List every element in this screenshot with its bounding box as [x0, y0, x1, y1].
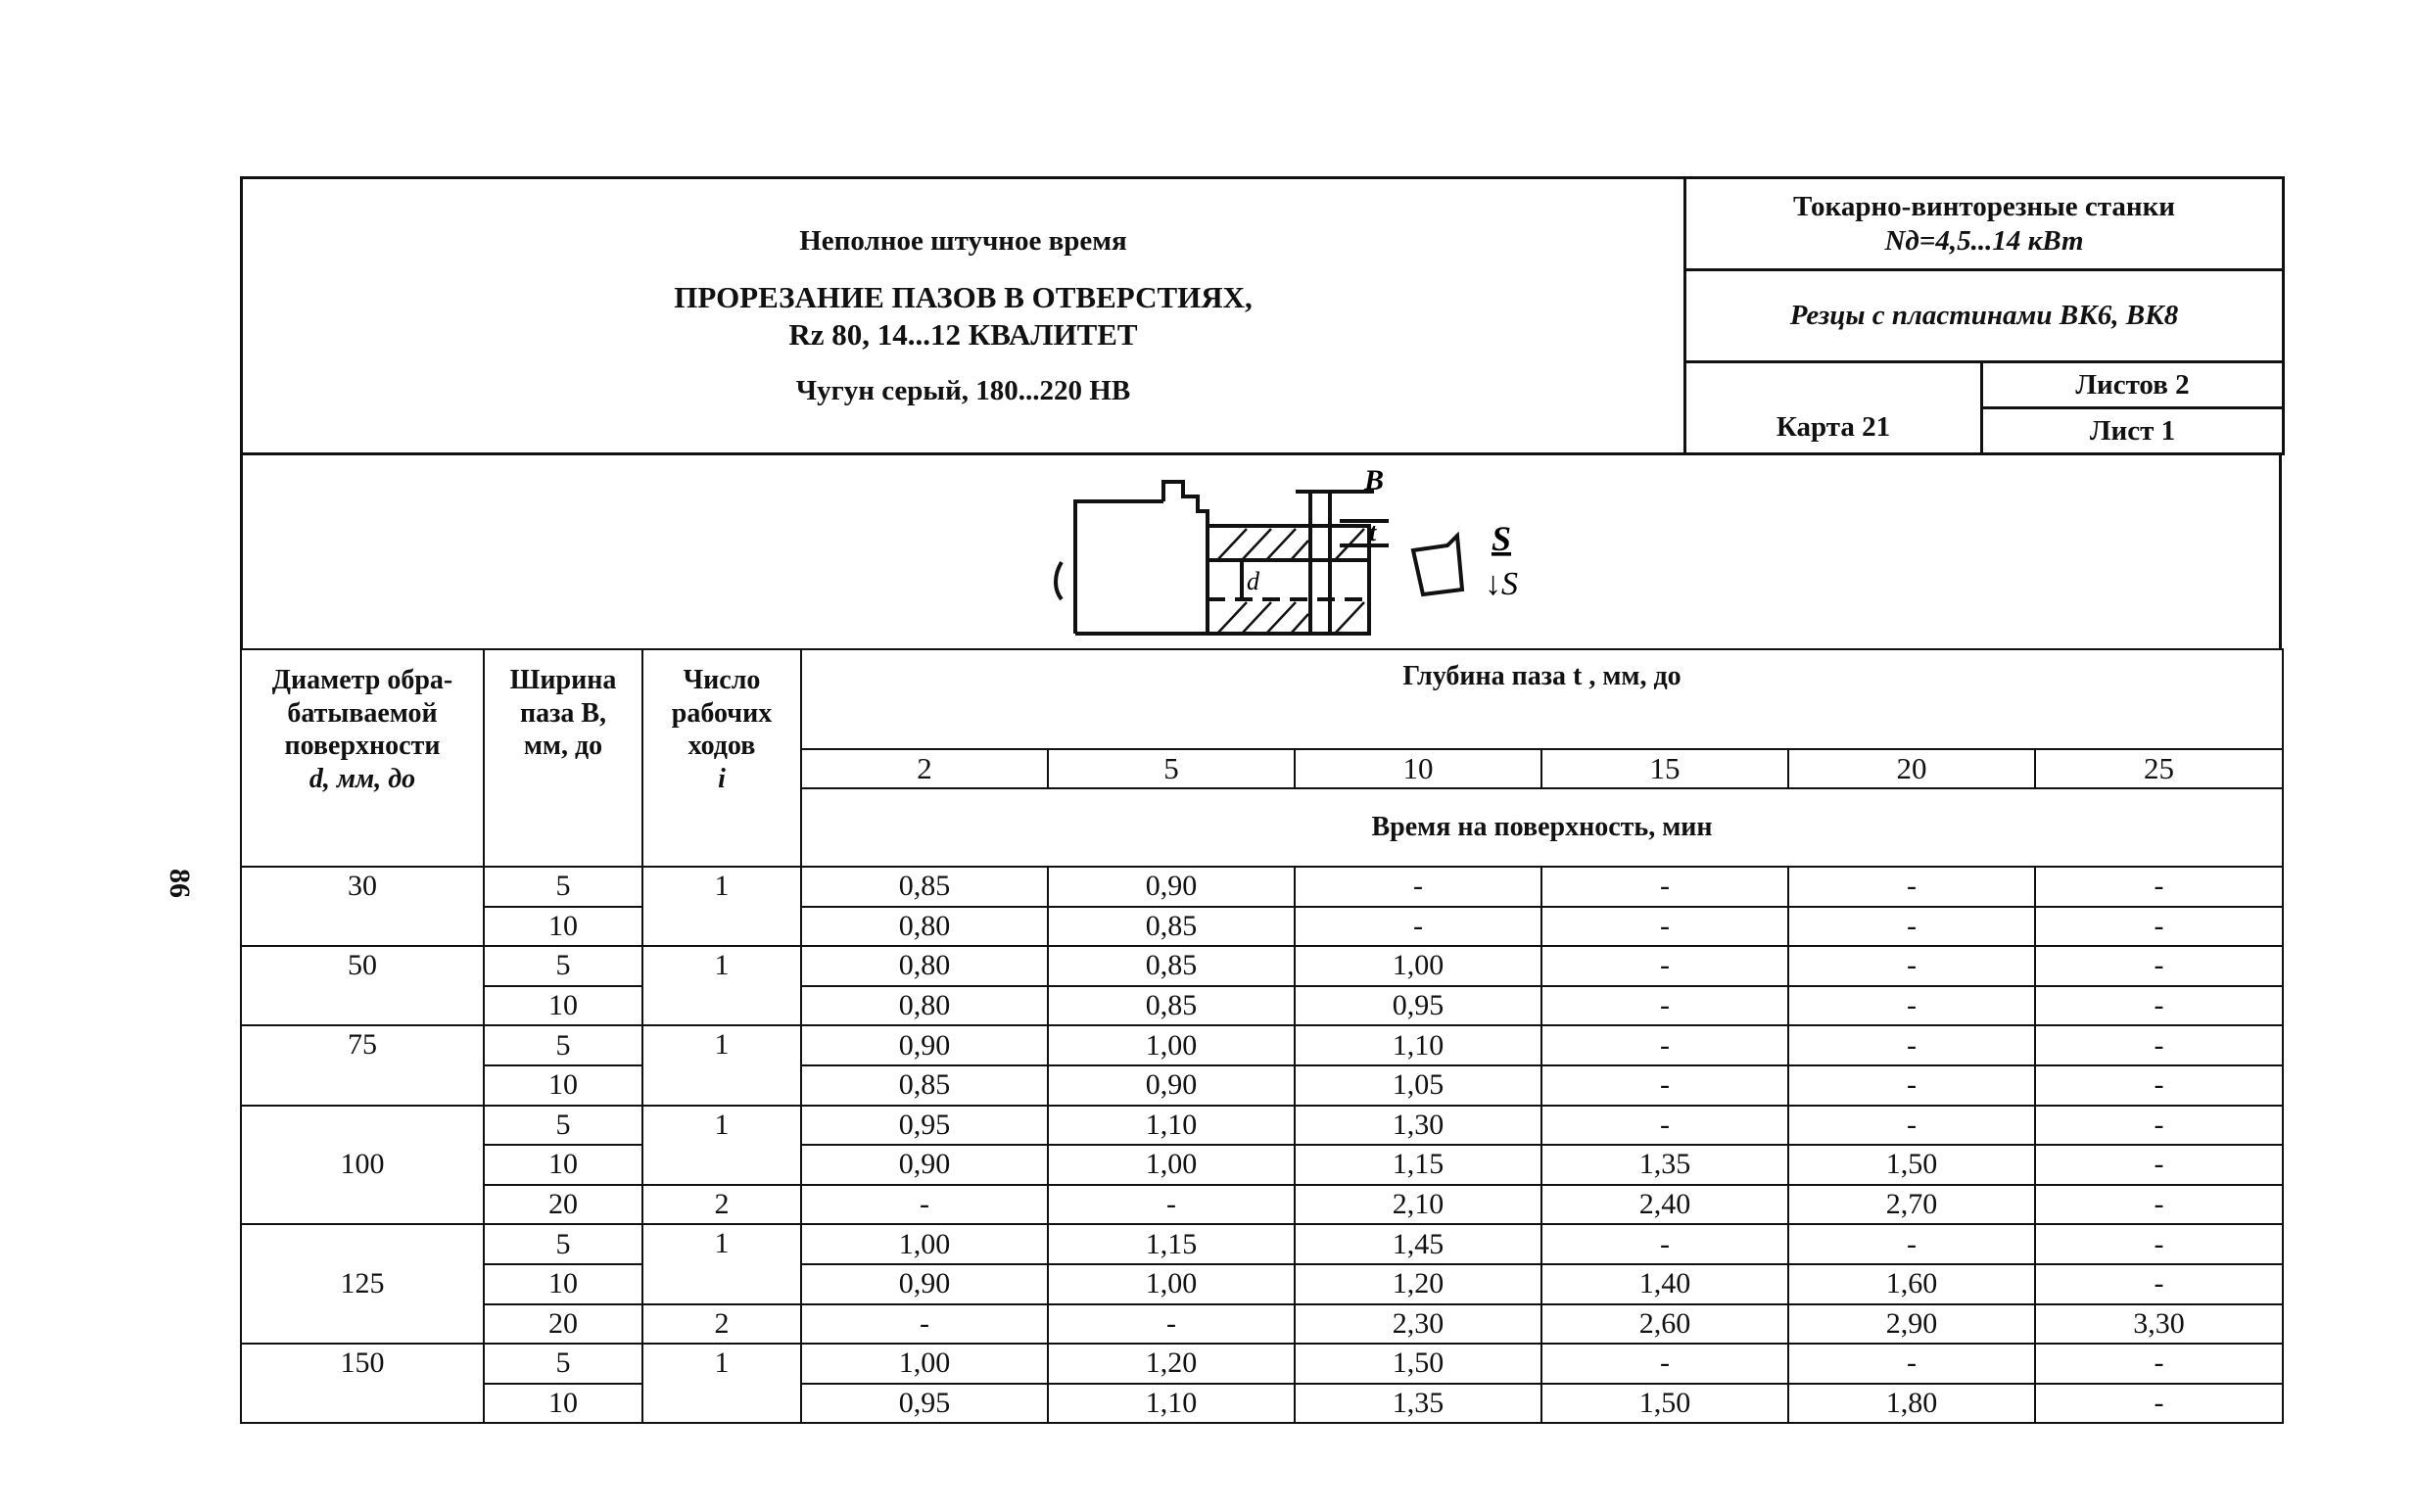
depth-value: 2 — [801, 749, 1048, 788]
width-cell: 20 — [484, 1185, 642, 1225]
width-cell: 10 — [484, 986, 642, 1026]
time-value-cell: 1,40 — [1541, 1264, 1788, 1304]
title-line-1: Неполное штучное время — [799, 224, 1127, 257]
col-diameter-header: Диаметр обра- батываемой поверхности d, мм, до — [241, 649, 484, 867]
time-value-cell: - — [1541, 1065, 1788, 1106]
sketch-label-b: B — [1364, 464, 1385, 496]
time-value-cell: - — [1788, 1224, 2035, 1264]
width-cell: 10 — [484, 1264, 642, 1304]
passes-cell: 1 — [642, 1224, 801, 1303]
sheet-number: Лист 1 — [1982, 408, 2284, 454]
time-table — [240, 648, 2284, 1424]
time-value-cell: - — [1541, 867, 1788, 907]
table-row — [241, 1384, 2283, 1424]
time-value-cell: 1,50 — [1541, 1384, 1788, 1424]
time-value-cell: - — [1048, 1185, 1295, 1225]
time-value-cell: 1,05 — [1295, 1065, 1541, 1106]
time-value-cell: 0,80 — [801, 907, 1048, 947]
time-value-cell: - — [1788, 1065, 2035, 1106]
time-value-cell: - — [1048, 1304, 1295, 1345]
time-value-cell: 1,15 — [1048, 1224, 1295, 1264]
time-value-cell: 2,90 — [1788, 1304, 2035, 1345]
time-value-cell: 1,45 — [1295, 1224, 1541, 1264]
diameter-cell: 150 — [241, 1344, 484, 1423]
groove-sketch — [1046, 452, 1731, 648]
time-value-cell: 1,00 — [1048, 1145, 1295, 1185]
table-row — [241, 1185, 2283, 1225]
time-value-cell: 0,80 — [801, 986, 1048, 1026]
diameter-cell: 50 — [241, 946, 484, 1025]
depth-value: 5 — [1048, 749, 1295, 788]
width-cell: 5 — [484, 946, 642, 986]
diameter-cell: 75 — [241, 1025, 484, 1105]
time-value-cell: 1,10 — [1048, 1384, 1295, 1424]
time-value-cell: 2,70 — [1788, 1185, 2035, 1225]
time-value-cell: 2,40 — [1541, 1185, 1788, 1225]
time-value-cell: - — [1788, 867, 2035, 907]
title-line-2 — [243, 279, 1683, 352]
depth-value: 20 — [1788, 749, 2035, 788]
time-value-cell: 1,00 — [1295, 946, 1541, 986]
page-number: 86 — [164, 869, 196, 898]
sketch-label-is: ↓S — [1485, 566, 1518, 602]
diameter-cell: 100 — [241, 1106, 484, 1225]
time-value-cell: 1,15 — [1295, 1145, 1541, 1185]
table-body — [241, 867, 2283, 1423]
passes-cell: 2 — [642, 1304, 801, 1345]
width-cell: 5 — [484, 1344, 642, 1384]
sketch-label-t: t — [1369, 518, 1377, 546]
table-row — [241, 1304, 2283, 1345]
title-line-2b: Rz 80, 14...12 КВАЛИТЕТ — [788, 316, 1138, 352]
table-row — [241, 1106, 2283, 1146]
time-value-cell: 0,90 — [801, 1025, 1048, 1065]
table-row — [241, 1344, 2283, 1384]
diameter-cell: 30 — [241, 867, 484, 946]
time-value-cell: 3,30 — [2035, 1304, 2283, 1345]
width-cell: 20 — [484, 1304, 642, 1345]
time-value-cell: - — [2035, 1065, 2283, 1106]
time-value-cell: 0,95 — [801, 1106, 1048, 1146]
passes-cell: 1 — [642, 946, 801, 1025]
time-value-cell: 0,85 — [1048, 907, 1295, 947]
time-value-cell: 0,85 — [801, 1065, 1048, 1106]
width-cell: 5 — [484, 1106, 642, 1146]
width-cell: 10 — [484, 907, 642, 947]
machine-line-1: Токарно-винторезные станки — [1793, 190, 2175, 222]
width-cell: 5 — [484, 867, 642, 907]
time-value-cell: - — [1541, 946, 1788, 986]
width-cell: 10 — [484, 1145, 642, 1185]
time-value-cell: 0,80 — [801, 946, 1048, 986]
depth-value: 10 — [1295, 749, 1541, 788]
time-value-cell: - — [2035, 1264, 2283, 1304]
table-row — [241, 1065, 2283, 1106]
time-value-cell: - — [1788, 946, 2035, 986]
time-value-cell: - — [2035, 1224, 2283, 1264]
time-value-cell: 0,85 — [1048, 946, 1295, 986]
sheets-total: Листов 2 — [1982, 362, 2284, 408]
time-value-cell: - — [2035, 907, 2283, 947]
passes-cell: 1 — [642, 1344, 801, 1423]
table-row — [241, 867, 2283, 907]
width-cell: 10 — [484, 1065, 642, 1106]
time-value-cell: 1,20 — [1048, 1344, 1295, 1384]
time-value-cell: - — [2035, 1185, 2283, 1225]
time-value-cell: 0,95 — [801, 1384, 1048, 1424]
time-value-cell: - — [1788, 907, 2035, 947]
time-value-cell: - — [1541, 1344, 1788, 1384]
passes-cell: 2 — [642, 1185, 801, 1225]
table-row — [241, 946, 2283, 986]
table-row — [241, 1264, 2283, 1304]
table-row — [241, 1025, 2283, 1065]
time-value-cell: 0,90 — [801, 1145, 1048, 1185]
sketch-area — [240, 452, 2282, 648]
time-value-cell: 1,00 — [1048, 1025, 1295, 1065]
time-value-cell: - — [1541, 986, 1788, 1026]
time-value-cell: - — [1788, 986, 2035, 1026]
time-value-cell: - — [2035, 867, 2283, 907]
time-value-cell: - — [1541, 1224, 1788, 1264]
time-header: Время на поверхность, мин — [801, 788, 2283, 867]
time-value-cell: - — [1295, 907, 1541, 947]
diameter-cell: 125 — [241, 1224, 484, 1344]
col-width-header: Ширина паза В, мм, до — [484, 649, 642, 867]
table-row — [241, 1145, 2283, 1185]
time-value-cell: - — [801, 1185, 1048, 1225]
depth-value: 15 — [1541, 749, 1788, 788]
sketch-label-s: S — [1492, 519, 1512, 558]
time-value-cell: - — [1788, 1025, 2035, 1065]
time-value-cell: - — [2035, 1145, 2283, 1185]
passes-cell: 1 — [642, 1106, 801, 1185]
time-value-cell: 0,85 — [801, 867, 1048, 907]
card-header — [240, 176, 2285, 455]
table-row — [241, 986, 2283, 1026]
card-number: Карта 21 — [1685, 362, 1982, 454]
time-value-cell: 0,95 — [1295, 986, 1541, 1026]
time-value-cell: 0,90 — [1048, 1065, 1295, 1106]
time-value-cell: 1,10 — [1048, 1106, 1295, 1146]
time-value-cell: 1,80 — [1788, 1384, 2035, 1424]
time-value-cell: - — [1295, 867, 1541, 907]
time-value-cell: - — [1541, 1106, 1788, 1146]
width-cell: 10 — [484, 1384, 642, 1424]
table-row — [241, 1224, 2283, 1264]
time-value-cell: 1,20 — [1295, 1264, 1541, 1304]
time-value-cell: 1,00 — [1048, 1264, 1295, 1304]
time-value-cell: - — [1788, 1344, 2035, 1384]
time-value-cell: 0,90 — [1048, 867, 1295, 907]
time-value-cell: 2,60 — [1541, 1304, 1788, 1345]
time-value-cell: - — [1541, 907, 1788, 947]
time-value-cell: - — [2035, 1106, 2283, 1146]
time-value-cell: 1,60 — [1788, 1264, 2035, 1304]
title-line-2a: ПРОРЕЗАНИЕ ПАЗОВ В ОТВЕРСТИЯХ, — [674, 280, 1253, 315]
sketch-label-d: d — [1247, 567, 1259, 595]
title-block — [242, 178, 1685, 454]
width-cell: 5 — [484, 1224, 642, 1264]
time-value-cell: 1,50 — [1295, 1344, 1541, 1384]
depth-value: 25 — [2035, 749, 2283, 788]
passes-cell: 1 — [642, 1025, 801, 1105]
col-passes-header: Число рабочих ходов i — [642, 649, 801, 867]
time-value-cell: 1,50 — [1788, 1145, 2035, 1185]
title-line-3: Чугун серый, 180...220 НВ — [795, 374, 1131, 406]
time-value-cell: 0,90 — [801, 1264, 1048, 1304]
time-value-cell: 0,85 — [1048, 986, 1295, 1026]
time-value-cell: 1,35 — [1295, 1384, 1541, 1424]
time-value-cell: 2,30 — [1295, 1304, 1541, 1345]
time-value-cell: 1,35 — [1541, 1145, 1788, 1185]
time-value-cell: - — [2035, 946, 2283, 986]
machine-block — [1685, 178, 2284, 270]
time-value-cell: 1,30 — [1295, 1106, 1541, 1146]
tools-cell: Резцы с пластинами ВК6, ВК8 — [1685, 270, 2284, 362]
depth-header: Глубина паза t , мм, до — [801, 649, 2283, 749]
time-value-cell: 1,10 — [1295, 1025, 1541, 1065]
time-value-cell: - — [2035, 1025, 2283, 1065]
machine-line-2: Nд=4,5...14 кВт — [1884, 224, 2084, 257]
time-value-cell: - — [2035, 1344, 2283, 1384]
time-value-cell: 1,00 — [801, 1224, 1048, 1264]
time-value-cell: 2,10 — [1295, 1185, 1541, 1225]
time-value-cell: - — [1788, 1106, 2035, 1146]
time-value-cell: 1,00 — [801, 1344, 1048, 1384]
norm-card — [240, 176, 2282, 1425]
time-value-cell: - — [801, 1304, 1048, 1345]
time-value-cell: - — [2035, 1384, 2283, 1424]
passes-cell: 1 — [642, 867, 801, 946]
width-cell: 5 — [484, 1025, 642, 1065]
time-value-cell: - — [1541, 1025, 1788, 1065]
table-row — [241, 907, 2283, 947]
time-value-cell: - — [2035, 986, 2283, 1026]
